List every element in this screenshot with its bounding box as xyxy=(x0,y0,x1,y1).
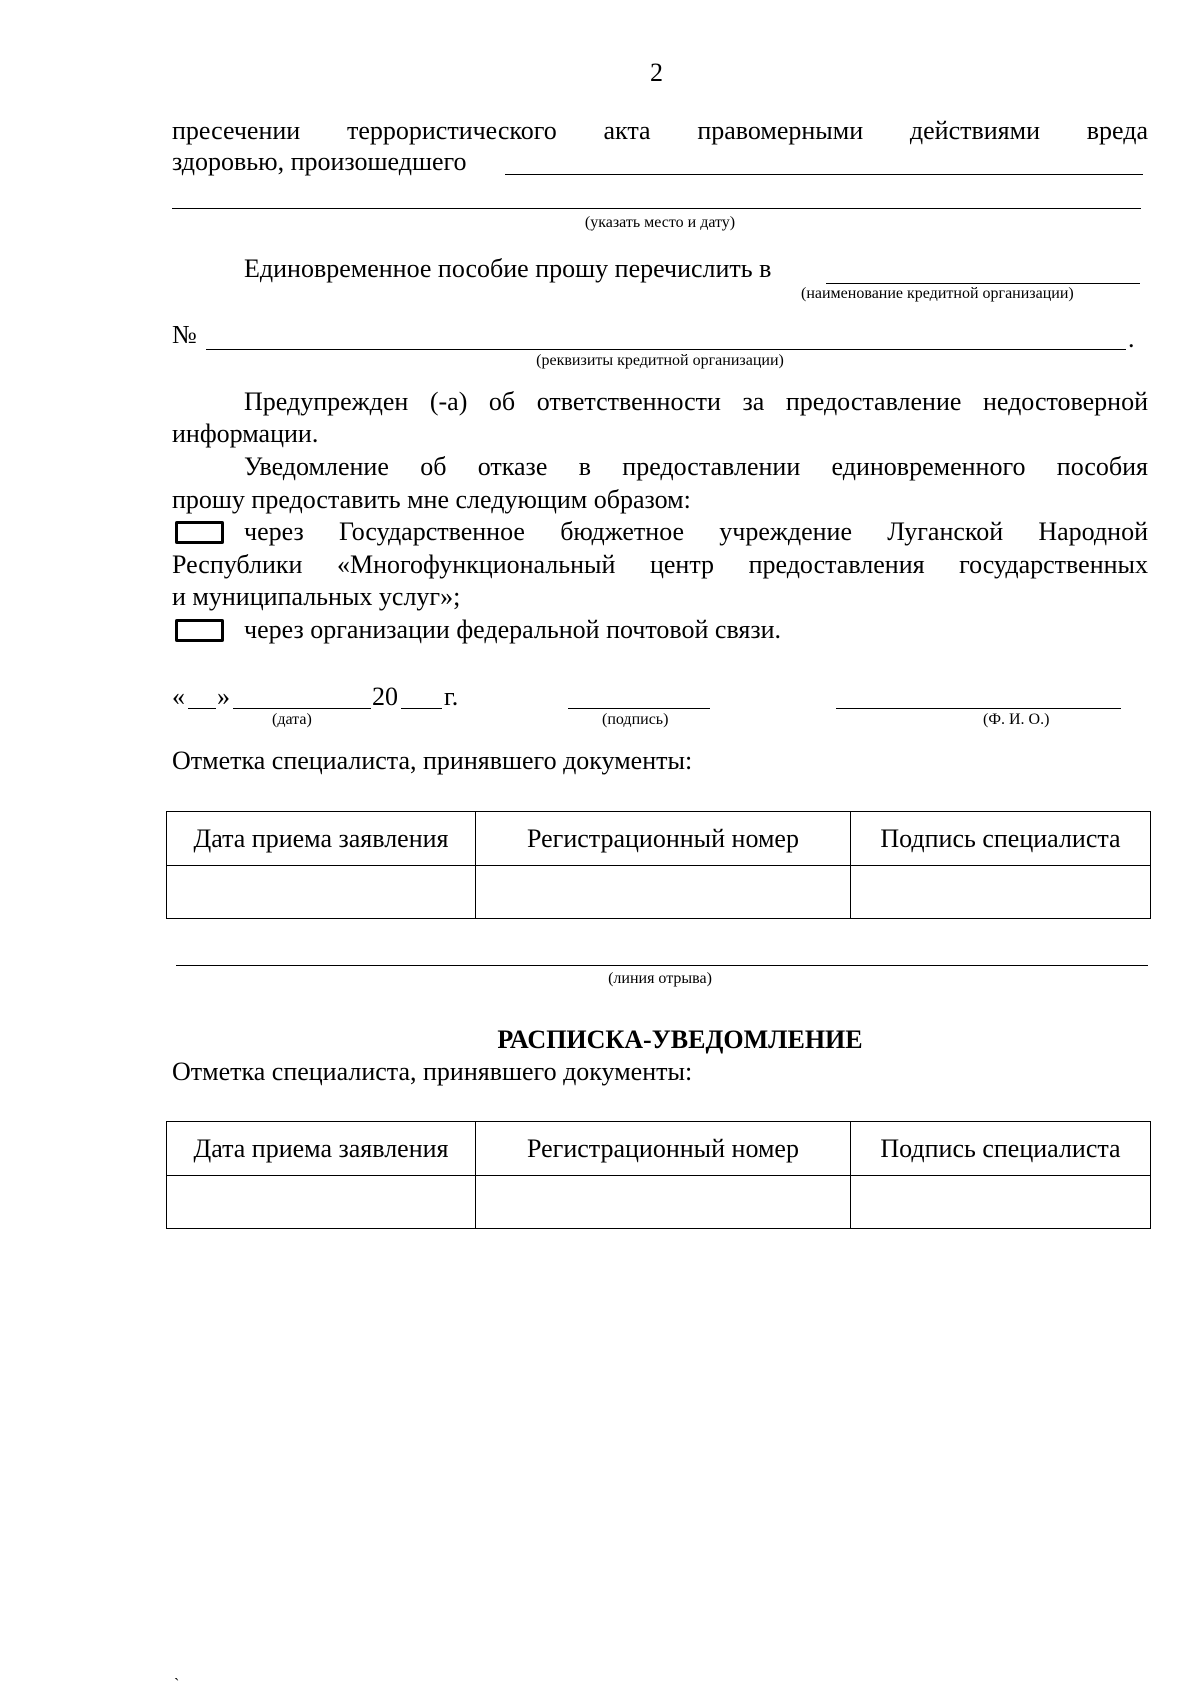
requisites-end-period: . xyxy=(1128,324,1135,353)
year-suffix: г. xyxy=(444,682,459,711)
warning-line-1: Предупрежден (-а) об ответственности за предоставление недостоверной xyxy=(244,387,1148,416)
header-reg-number: Регистрационный номер xyxy=(476,1122,851,1176)
intake-table xyxy=(166,811,1151,919)
cell-signature[interactable] xyxy=(851,1176,1151,1229)
mfc-checkbox[interactable] xyxy=(175,521,224,544)
table-row xyxy=(167,866,1151,919)
bank-text: Единовременное пособие прошу перечислить в xyxy=(244,254,772,283)
header-signature: Подпись специалиста xyxy=(851,1122,1151,1176)
option-mfc-line-1: через Государственное бюджетное учреждение Луганской Народной xyxy=(244,517,1148,546)
post-checkbox[interactable] xyxy=(175,619,224,642)
header-date: Дата приема заявления xyxy=(167,1122,476,1176)
place-date-field-continued[interactable] xyxy=(172,208,1141,209)
hint-date: (дата) xyxy=(272,711,312,728)
number-sign: № xyxy=(172,320,197,349)
bank-requisites-field[interactable] xyxy=(206,349,1126,350)
notice-line-1: Уведомление об отказе в предоставлении единовременного пособия xyxy=(244,452,1148,481)
option-mfc-line-2: Республики «Многофункциональный центр предоставления государственных xyxy=(172,550,1148,579)
hint-place-date: (указать место и дату) xyxy=(584,214,736,231)
warning-line-2: информации. xyxy=(172,419,319,448)
cell-reg-number[interactable] xyxy=(476,1176,851,1229)
specialist-mark: Отметка специалиста, принявшего документы: xyxy=(172,746,693,775)
month-field[interactable] xyxy=(233,708,371,709)
hint-tear-line: (линия отрыва) xyxy=(608,970,712,987)
hint-bank-name: (наименование кредитной организации) xyxy=(801,285,1074,302)
cell-date[interactable] xyxy=(167,866,476,919)
cell-signature[interactable] xyxy=(851,866,1151,919)
table-row xyxy=(167,1176,1151,1229)
fio-field[interactable] xyxy=(836,708,1121,709)
option-mfc-line-3: и муниципальных услуг»; xyxy=(172,582,461,611)
hint-fio: (Ф. И. О.) xyxy=(983,711,1050,728)
receipt-table xyxy=(166,1121,1151,1229)
header-reg-number: Регистрационный номер xyxy=(476,812,851,866)
page-number: 2 xyxy=(650,58,663,87)
quote-open: « xyxy=(172,682,185,711)
tear-line xyxy=(176,965,1148,966)
day-field[interactable] xyxy=(188,708,216,709)
hint-signature: (подпись) xyxy=(602,711,669,728)
cell-date[interactable] xyxy=(167,1176,476,1229)
header-signature: Подпись специалиста xyxy=(851,812,1151,866)
table-header-row xyxy=(167,812,1151,866)
place-date-field[interactable] xyxy=(505,174,1143,175)
intro-line-2-label: здоровью, произошедшего xyxy=(172,147,467,176)
quote-close: » xyxy=(217,682,230,711)
header-date: Дата приема заявления xyxy=(167,812,476,866)
cell-reg-number[interactable] xyxy=(476,866,851,919)
intro-line-1: пресечении террористического акта правомерными действиями вреда xyxy=(172,116,1148,145)
footer-mark: ` xyxy=(174,1676,180,1693)
option-post: через организации федеральной почтовой связи. xyxy=(244,615,782,644)
receipt-title: РАСПИСКА-УВЕДОМЛЕНИЕ xyxy=(497,1025,863,1054)
bank-name-field[interactable] xyxy=(826,283,1140,284)
year-prefix: 20 xyxy=(372,682,398,711)
hint-requisites: (реквизиты кредитной организации) xyxy=(536,352,784,369)
receipt-specialist-mark: Отметка специалиста, принявшего документы: xyxy=(172,1057,693,1086)
table-header-row xyxy=(167,1122,1151,1176)
notice-line-2: прошу предоставить мне следующим образом: xyxy=(172,485,691,514)
signature-field[interactable] xyxy=(568,708,710,709)
year-field[interactable] xyxy=(401,708,442,709)
